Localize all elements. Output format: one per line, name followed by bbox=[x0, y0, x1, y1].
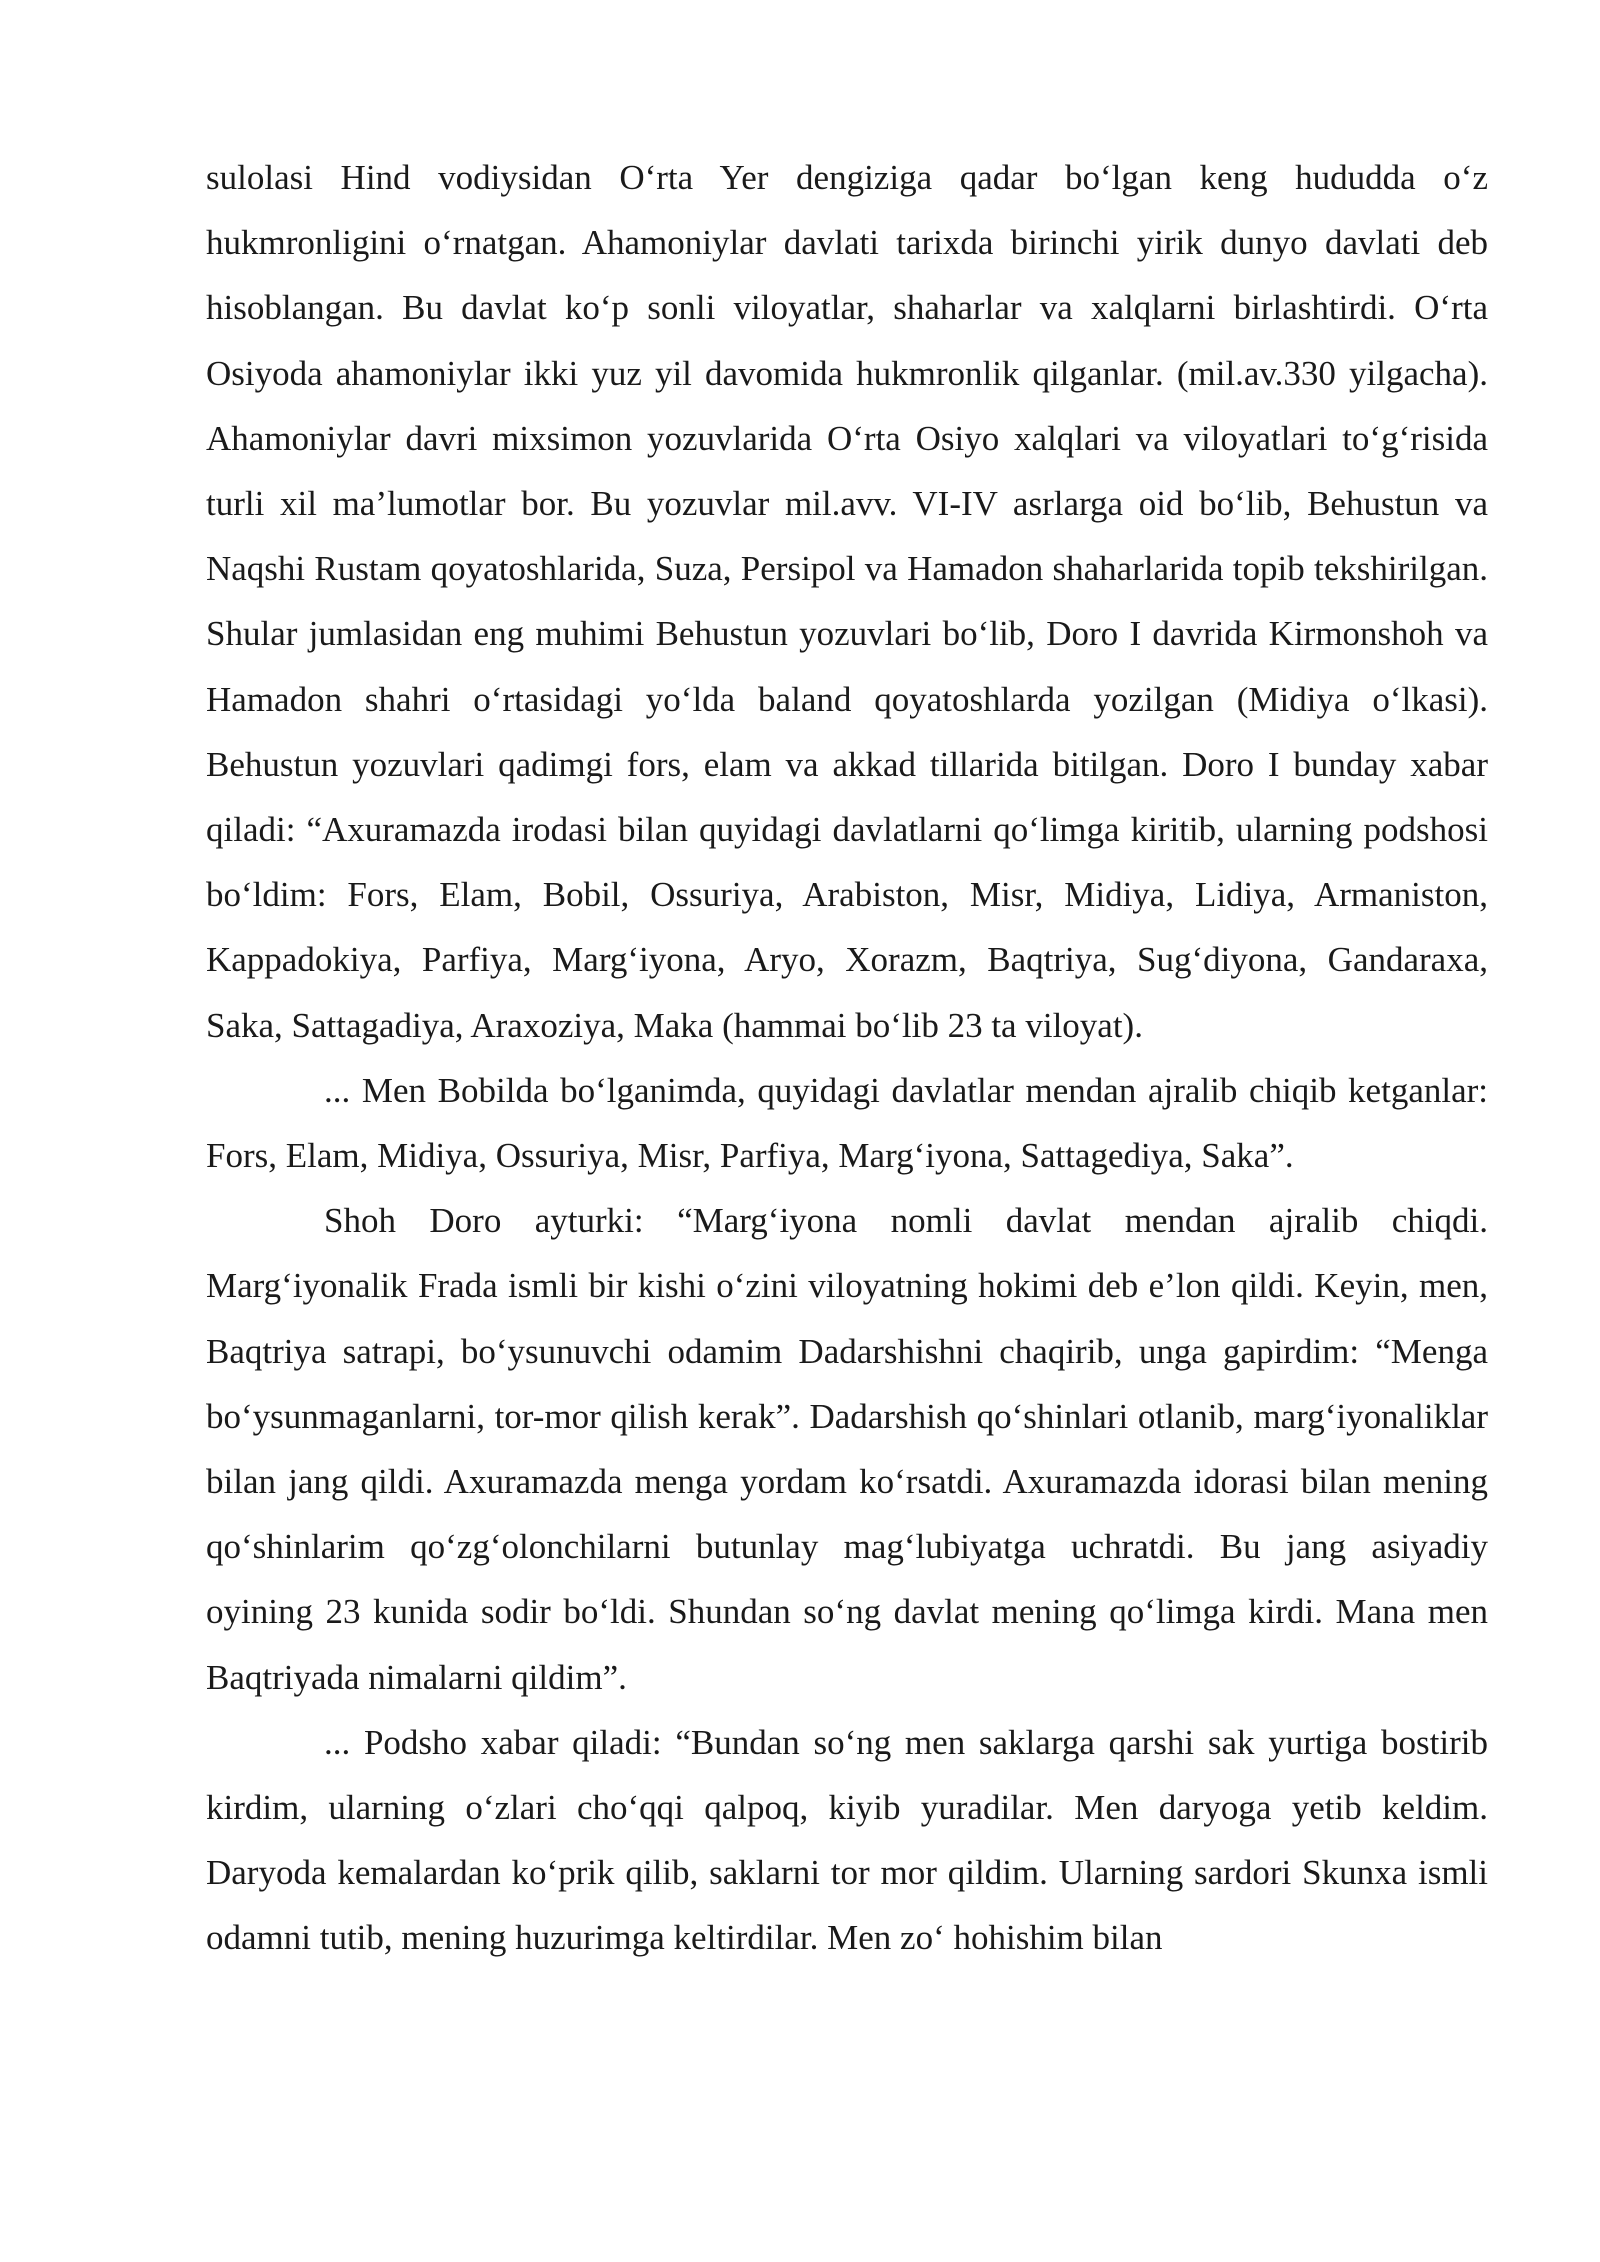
paragraph-1: sulolasi Hind vodiysidan O‘rta Yer dengiziga qadar bo‘lgan keng hududda o‘z hukmronligini o‘rnatgan. Ahamoniylar davlati tarixda birinchi yirik dunyo davlati deb hisoblangan. Bu davlat ko‘p sonli viloyatlar, shaharlar va xalqlarni birlashtirdi. O‘rta Osiyoda ahamoniylar ikki yuz yil davomida hukmronlik qilganlar. (mil.av.330 yilgacha). Ahamoniylar davri mixsimon yozuvlarida O‘rta Osiyo xalqlari va viloyatlari to‘g‘risida turli xil ma’lumotlar bor. Bu yozuvlar mil.avv. VI-IV asrlarga oid bo‘lib, Behustun va Naqshi Rustam qoyatoshlarida, Suza, Persipol va Hamadon shaharlarida topib tekshirilgan. Shular jumlasidan eng muhimi Behustun yozuvlari bo‘lib, Doro I davrida Kirmonshoh va Hamadon shahri o‘rtasidagi yo‘lda baland qoyatoshlarda yozilgan (Midiya o‘lkasi). Behustun yozuvlari qadimgi fors, elam va akkad tillarida bitilgan. Doro I bunday xabar qiladi: “Axuramazda irodasi bilan quyidagi davlatlarni qo‘limga kiritib, ularning podshosi bo‘ldim: Fors, Elam, Bobil, Ossuriya, Arabiston, Misr, Midiya, Lidiya, Armaniston, Kappadokiya, Parfiya, Marg‘iyona, Aryo, Xorazm, Baqtriya, Sug‘diyona, Gandaraxa, Saka, Sattagadiya, Araxoziya, Maka (hammai bo‘lib 23 ta viloyat). bbox=[206, 158, 1488, 1045]
document-body bbox=[206, 145, 1488, 1971]
paragraph-4: ... Podsho xabar qiladi: “Bundan so‘ng men saklarga qarshi sak yurtiga bostirib kirdim, ularning o‘zlari cho‘qqi qalpoq, kiyib yuradilar. Men daryoga yetib keldim. Daryoda kemalardan ko‘prik qilib, saklarni tor mor qildim. Ularning sardori Skunxa ismli odamni tutib, mening huzurimga keltirdilar. Men zo‘ hohishim bilan bbox=[206, 1722, 1488, 1958]
paragraph-3: Shoh Doro ayturki: “Marg‘iyona nomli davlat mendan ajralib chiqdi. Marg‘iyonalik Frada ismli bir kishi o‘zini viloyatning hokimi deb e’lon qildi. Keyin, men, Baqtriya satrapi, bo‘ysunuvchi odamim Dadarshishni chaqirib, unga gapirdim: “Menga bo‘ysunmaganlarni, tor-mor qilish kerak”. Dadarshish qo‘shinlari otlanib, marg‘iyonaliklar bilan jang qildi. Axuramazda menga yordam ko‘rsatdi. Axuramazda idorasi bilan mening qo‘shinlarim qo‘zg‘olonchilarni butunlay mag‘lubiyatga uchratdi. Bu jang asiyadiy oyining 23 kunida sodir bo‘ldi. Shundan so‘ng davlat mening qo‘limga kirdi. Mana men Baqtriyada nimalarni qildim”. bbox=[206, 1201, 1488, 1697]
paragraph-2: ... Men Bobilda bo‘lganimda, quyidagi davlatlar mendan ajralib chiqib ketganlar: Fors, Elam, Midiya, Ossuriya, Misr, Parfiya, Marg‘iyona, Sattagediya, Saka”. bbox=[206, 1070, 1488, 1176]
